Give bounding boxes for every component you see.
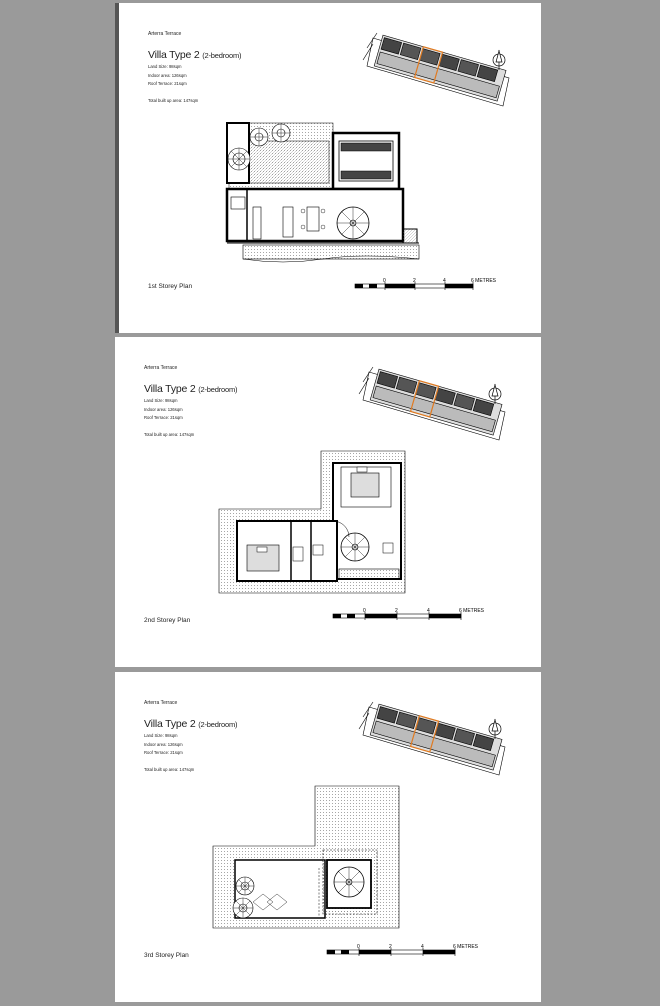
indoor-area: Indoor area: 126sqm	[148, 72, 187, 78]
scale-tick-0: 0	[383, 278, 386, 284]
floor-plan-3rd-storey	[211, 784, 403, 930]
project-name: Arterra Terrace	[148, 31, 182, 37]
land-size: Land Size: 98sqm	[144, 398, 178, 403]
scale-bar	[333, 606, 485, 622]
floor-plan-2nd-storey	[217, 449, 411, 597]
scale-tick-6: 6 METRES	[453, 944, 479, 950]
page-3	[115, 672, 541, 1002]
villa-subtitle: (2-bedroom)	[198, 720, 238, 729]
villa-title	[144, 383, 237, 395]
villa-type: Villa Type 2	[144, 383, 196, 395]
floor-plan-1st-storey	[223, 119, 439, 269]
roof-terrace: Roof Terrace: 21sqm	[148, 81, 187, 86]
total-area: Total built up area: 147sqm	[144, 766, 195, 772]
roof-terrace: Roof Terrace: 21sqm	[144, 750, 183, 755]
page-1	[115, 3, 541, 333]
scale-tick-0: 0	[357, 944, 360, 950]
site-key-plan	[359, 30, 519, 112]
total-area: Total built up area: 147sqm	[148, 97, 199, 103]
villa-title	[148, 49, 241, 61]
indoor-area: Indoor area: 126sqm	[144, 741, 183, 747]
land-size: Land Size: 98sqm	[144, 733, 178, 738]
scale-tick-0: 0	[363, 608, 366, 614]
scale-tick-4: 4	[421, 944, 424, 950]
scale-bar	[327, 942, 479, 958]
page-header	[144, 365, 237, 439]
scale-tick-6: 6 METRES	[459, 608, 485, 614]
land-size: Land Size: 98sqm	[148, 64, 182, 69]
scale-tick-2: 2	[389, 944, 392, 950]
villa-subtitle: (2-bedroom)	[198, 385, 238, 394]
villa-title	[144, 718, 237, 730]
page-2	[115, 337, 541, 667]
roof-terrace: Roof Terrace: 21sqm	[144, 415, 183, 420]
scale-tick-4: 4	[443, 278, 446, 284]
page-header	[144, 700, 237, 774]
page-header	[148, 31, 241, 105]
villa-type: Villa Type 2	[144, 718, 196, 730]
scale-tick-4: 4	[427, 608, 430, 614]
scale-tick-6: 6 METRES	[471, 278, 497, 284]
villa-type: Villa Type 2	[148, 49, 200, 61]
project-name: Arterra Terrace	[144, 700, 178, 706]
area-details	[148, 63, 241, 105]
plan-label: 3rd Storey Plan	[144, 952, 189, 959]
indoor-area: Indoor area: 126sqm	[144, 406, 183, 412]
area-details	[144, 397, 237, 439]
site-key-plan	[355, 699, 515, 781]
project-name: Arterra Terrace	[144, 365, 178, 371]
site-row	[363, 33, 509, 106]
area-details	[144, 732, 237, 774]
plan-label: 2nd Storey Plan	[144, 617, 191, 624]
scale-tick-2: 2	[413, 278, 416, 284]
scale-tick-2: 2	[395, 608, 398, 614]
site-key-plan	[355, 364, 515, 446]
total-area: Total built up area: 147sqm	[144, 431, 195, 437]
plan-label: 1st Storey Plan	[148, 283, 193, 290]
scale-bar	[355, 276, 495, 292]
villa-subtitle: (2-bedroom)	[202, 51, 242, 60]
